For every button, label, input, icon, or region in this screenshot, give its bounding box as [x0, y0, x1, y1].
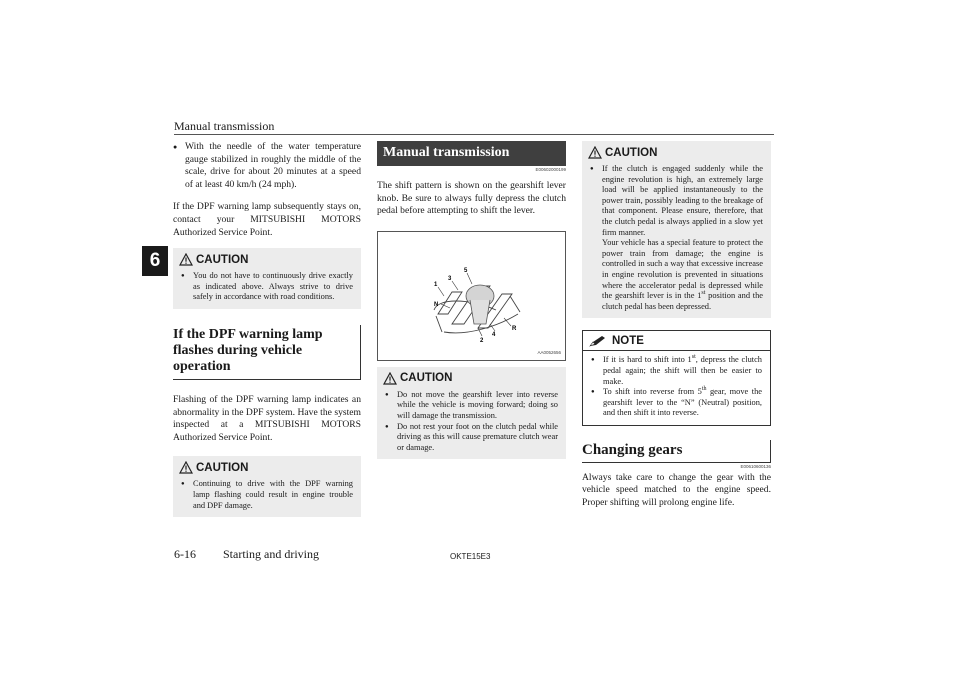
gearshift-illustration — [378, 232, 565, 358]
shift-pattern-figure — [377, 231, 566, 361]
caution-box — [173, 248, 361, 309]
list-item — [385, 422, 558, 454]
dpf-flash-paragraph: Flashing of the DPF warning lamp indicates an abnormality in the DPF system. Have the system inspected at a MITSUBISHI MOTORS Authorized Service Point. — [173, 393, 361, 443]
note-text-part: gear, move the gearshift lever to the “N” (Neutral) position, and then shift it into reverse. — [603, 387, 763, 418]
section-heading: Changing gears — [582, 440, 771, 463]
ordinal-suffix: th — [701, 386, 707, 393]
gear-label: 2 — [480, 337, 484, 344]
caution-title: CAUTION — [605, 146, 658, 159]
note-title: NOTE — [612, 335, 644, 348]
note-text-part: To shift into reverse from 5 — [603, 387, 702, 397]
gear-label: 3 — [448, 275, 452, 282]
note-text-part: If it is hard to shift into 1 — [603, 355, 692, 365]
ordinal-number: 1 — [697, 291, 702, 301]
page-number: 6-16 — [174, 547, 196, 561]
note-pencil-icon — [589, 335, 607, 347]
note-box — [582, 330, 771, 426]
note-text — [603, 387, 762, 419]
figure-code: AA0052656 — [537, 349, 561, 355]
list-item — [590, 164, 763, 312]
caution-box — [173, 456, 361, 517]
gear-label: 4 — [492, 331, 496, 338]
bullet-icon: ● — [173, 143, 178, 151]
bullet-icon: ● — [385, 391, 389, 398]
caution-header — [377, 367, 566, 388]
warning-triangle-icon — [179, 253, 193, 266]
dpf-contact-paragraph: If the DPF warning lamp subsequently stays on, contact your MITSUBISHI MOTORS Authorized Service Point. — [173, 201, 361, 238]
caution-title: CAUTION — [400, 372, 453, 385]
caution-header — [582, 141, 771, 162]
bullet-icon: ● — [591, 357, 595, 364]
ordinal-suffix: st — [691, 354, 696, 361]
gear-label: 1 — [434, 281, 438, 288]
list-item — [181, 479, 353, 511]
warning-triangle-icon — [179, 461, 193, 474]
chapter-tab: 6 — [142, 246, 168, 276]
note-header — [583, 331, 770, 351]
warning-triangle-icon — [588, 146, 602, 159]
caution-text: Do not move the gearshift lever into reverse while the vehicle is moving forward; doing so will damage the transmission. — [397, 389, 558, 420]
caution-box — [582, 141, 771, 318]
section-code: E00610600136 — [740, 463, 771, 469]
bullet-icon: ● — [591, 389, 595, 396]
list-item — [173, 141, 361, 191]
caution-text-part: position and the clutch pedal has been depressed. — [602, 291, 763, 311]
caution-box — [377, 367, 566, 460]
gear-label: R — [512, 325, 517, 332]
caution-title: CAUTION — [196, 461, 249, 474]
section-heading: If the DPF warning lamp flashes during vehicle operation — [173, 325, 361, 380]
warning-triangle-icon — [383, 372, 397, 385]
caution-text — [602, 238, 763, 312]
left-column — [173, 141, 361, 517]
running-header: Manual transmission — [174, 119, 275, 133]
middle-column — [377, 141, 566, 459]
caution-text: Continuing to drive with the DPF warning lamp flashing could result in engine trouble and DPF damage. — [193, 479, 353, 510]
caution-header — [173, 456, 361, 477]
caution-header — [173, 248, 361, 269]
caution-text: You do not have to continuously drive exactly as indicated above. Always strive to drive safely in accordance with road conditions. — [193, 271, 353, 302]
note-text-part: , depress the clutch pedal again; the shift will then be easier to make. — [603, 355, 762, 386]
footer-code: OKTE15E3 — [450, 552, 491, 561]
list-item — [385, 390, 558, 422]
list-item — [181, 271, 353, 303]
section-title-bar: Manual transmission — [377, 141, 566, 166]
caution-title: CAUTION — [196, 253, 249, 266]
caution-text: If the clutch is engaged suddenly while the engine revolution is high, an extremely large load will be applied instantaneously to the power train, possibly leading to the breakage of that component. Please ensure, therefore, that the clutch pedal is always applied in a slow yet firm manner. — [602, 164, 763, 237]
caution-text-part: Your vehicle has a special feature to protect the power train from damage; the engine is controlled in such a way that excessive increase in engine revolution is prevented in situations where the accelerator pedal is depressed while the gearshift lever is in the — [602, 238, 763, 301]
caution-text: Do not rest your foot on the clutch pedal while driving as this will cause premature clutch wear or damage. — [397, 421, 558, 452]
right-column — [582, 141, 771, 510]
bullet-icon: ● — [181, 273, 185, 280]
bullet-icon: ● — [590, 166, 594, 172]
gear-label: 5 — [464, 267, 468, 274]
note-text — [603, 355, 762, 387]
footer-section: Starting and driving — [223, 547, 319, 561]
intro-bullet-text: With the needle of the water temperature gauge stabilized in roughly the middle of the scale, drive for about 20 minutes at a speed of at least 40 km/h (24 mph). — [185, 141, 361, 190]
list-item — [591, 355, 762, 387]
section-code: E00602000199 — [535, 167, 566, 172]
shift-pattern-paragraph: The shift pattern is shown on the gearshift lever knob. Be sure to always fully depress the clutch pedal before attempting to shift the lever. — [377, 180, 566, 217]
bullet-icon: ● — [385, 423, 389, 430]
ordinal-suffix: st — [701, 290, 706, 297]
list-item — [591, 387, 762, 419]
gear-label: N — [434, 301, 439, 308]
bullet-icon: ● — [181, 481, 185, 488]
header-rule — [174, 134, 774, 135]
changing-gears-paragraph: Always take care to change the gear with the vehicle speed matched to the engine speed. Proper shifting will prolong engine life. — [582, 471, 771, 509]
